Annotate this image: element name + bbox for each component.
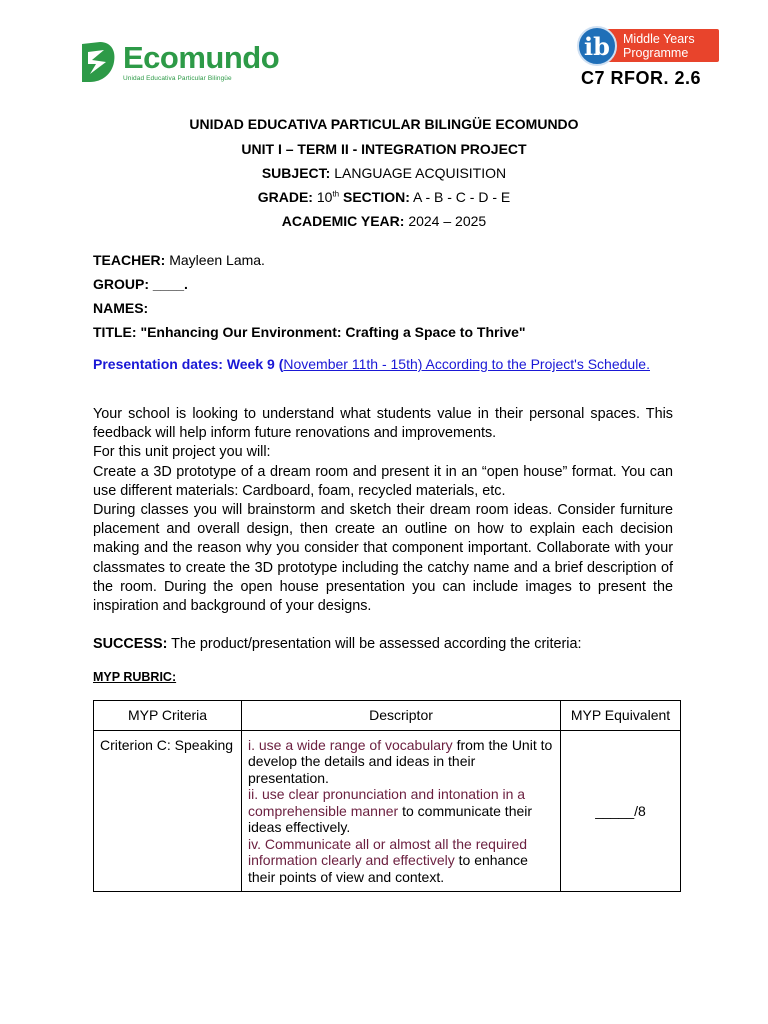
ib-myp-logo — [577, 26, 719, 70]
grade-label: GRADE: — [257, 189, 313, 205]
rubric-table — [93, 700, 681, 892]
success-text: The product/presentation will be assessed according the criteria: — [171, 636, 582, 652]
group-line: GROUP: ____. — [93, 276, 188, 292]
schedule-link[interactable]: November 11th - 15th) According to the Project's Schedule. — [283, 356, 650, 372]
subject-line — [0, 165, 768, 181]
descriptor-cell — [242, 730, 561, 892]
names-line: NAMES: — [93, 300, 149, 316]
success-line — [93, 636, 581, 652]
descriptor-3-highlight: iv. Communicate all or almost all the required information clearly and effectively — [248, 835, 528, 868]
rubric-heading: MYP RUBRIC: — [93, 670, 177, 684]
grade-value — [317, 189, 339, 205]
project-description — [93, 405, 673, 616]
logo-subtitle: Unidad Educativa Particular Bilingüe — [123, 74, 232, 82]
ib-circle-icon: ib — [577, 26, 617, 66]
score-cell[interactable]: _____/8 — [561, 730, 681, 892]
grade-number: 10 — [316, 189, 333, 205]
body-paragraph: Your school is looking to understand what students value in their personal spaces. This feedback will help inform future renovations and improvements. — [93, 406, 673, 442]
grade-line — [0, 189, 768, 205]
descriptor-3-text: to enhance their points of view and context. — [248, 852, 528, 885]
ecomundo-logo — [78, 40, 279, 84]
title-value: "Enhancing Our Environment: Crafting a Space to Thrive" — [140, 324, 526, 340]
teacher-label: TEACHER: — [93, 252, 166, 268]
section-value: A - B - C - D - E — [413, 189, 511, 205]
ecomundo-leaf-icon — [78, 40, 118, 84]
year-value: 2024 – 2025 — [408, 213, 487, 229]
title-label: TITLE: — [93, 324, 137, 340]
document-code: C7 RFOR. 2.6 — [581, 68, 702, 88]
descriptor-1-highlight: i. use a wide range of vocabulary — [248, 736, 453, 753]
header-equivalent: MYP Equivalent — [561, 701, 681, 731]
school-name: UNIDAD EDUCATIVA PARTICULAR BILINGÜE ECOMUNDO — [189, 116, 579, 132]
year-label: ACADEMIC YEAR: — [281, 213, 405, 229]
teacher-line — [93, 252, 265, 268]
header-descriptor: Descriptor — [242, 701, 561, 731]
section-label: SECTION: — [343, 189, 410, 205]
presentation-dates — [93, 356, 673, 373]
success-label: SUCCESS: — [93, 636, 168, 652]
body-paragraph: During classes you will brainstorm and sketch their dream room ideas. Consider furniture placement and overall design, then create an outline on how to explain each decision making and the reason why you consider that component important. Collaborate with your classmates to create the 3D prototype including the catchy name and a brief description of the room. During the open house presentation you can include images to present the inspiration and background of your designs. — [93, 502, 673, 615]
table-header-row — [94, 701, 681, 731]
descriptor-2-text: to communicate their ideas effectively. — [248, 802, 533, 835]
subject-value: LANGUAGE ACQUISITION — [334, 165, 507, 181]
table-row — [94, 730, 681, 892]
descriptor-2-highlight: ii. use clear pronunciation and intonation in a comprehensible manner — [248, 786, 526, 819]
subject-label: SUBJECT: — [261, 165, 331, 181]
teacher-value: Mayleen Lama. — [169, 252, 265, 268]
title-line — [93, 324, 526, 340]
unit-title: UNIT I – TERM II - INTEGRATION PROJECT — [241, 141, 527, 157]
logo-name: Ecomundo — [123, 39, 280, 75]
body-paragraph: Create a 3D prototype of a dream room and present it in an “open house” format. You can use different materials: Cardboard, foam, recycled materials, etc. — [93, 463, 673, 499]
ib-line1: Middle Years — [623, 32, 695, 46]
header-criteria: MYP Criteria — [94, 701, 242, 731]
body-paragraph: For this unit project you will: — [93, 444, 271, 461]
academic-year-line — [0, 213, 768, 229]
descriptor-1-text: from the Unit to develop the details and ideas in their presentation. — [248, 736, 553, 786]
ib-line2: Programme — [623, 46, 689, 60]
criterion-cell: Criterion C: Speaking — [94, 730, 242, 892]
grade-suffix: th — [332, 189, 340, 199]
presentation-label: Presentation dates: Week 9 ( — [93, 356, 284, 372]
